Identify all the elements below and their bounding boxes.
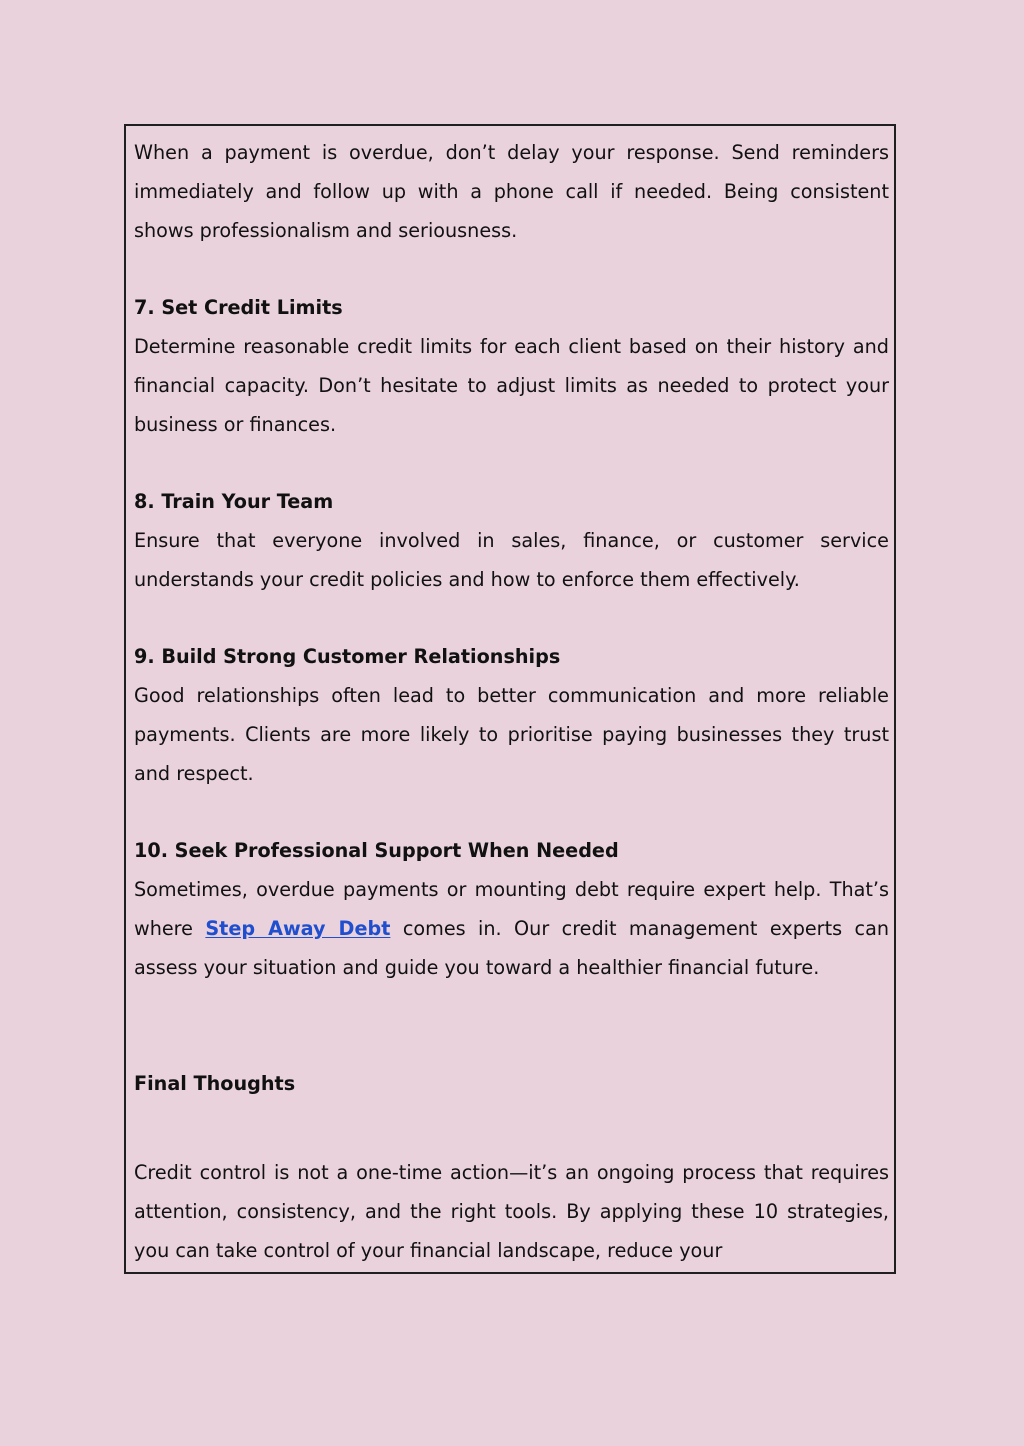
section-spacer (134, 1104, 889, 1154)
support-body-after-link: comes in. Our credit management experts can assess your situation and guide you toward a healthier financial future. (134, 916, 889, 979)
section-spacer (134, 988, 889, 1066)
support-body-before-link: Sometimes, overdue payments or mounting debt require expert help. That’s where (134, 878, 889, 940)
section-body-credit-limits: Determine reasonable credit limits for each client based on their history and financial capacity. Don’t hesitate to adjust limits as needed to protect your business or finances. (134, 334, 889, 436)
section-spacer (134, 444, 889, 483)
section-heading-customer-relationships: 9. Build Strong Customer Relationships (134, 645, 561, 669)
section-heading-credit-limits: 7. Set Credit Limits (134, 296, 343, 320)
final-thoughts-heading: Final Thoughts (134, 1072, 296, 1096)
step-away-debt-link[interactable]: Step Away Debt (205, 916, 391, 940)
section-professional-support (134, 832, 889, 987)
section-train-team (134, 483, 889, 599)
section-final-thoughts (134, 1065, 889, 1270)
section-body-train-team: Ensure that everyone involved in sales, finance, or customer service understands your credit policies and how to enforce them effectively. (134, 528, 889, 591)
section-heading-train-team: 8. Train Your Team (134, 490, 334, 514)
section-spacer (134, 794, 889, 833)
section-customer-relationships (134, 638, 889, 793)
final-thoughts-body: Credit control is not a one-time action—it’s an ongoing process that requires attention, consistency, and the right tools. By applying these 10 strategies, you can take control of your financial landscape, reduce your (134, 1160, 889, 1262)
document-frame (124, 124, 896, 1274)
document-content (134, 134, 889, 1270)
section-heading-professional-support: 10. Seek Professional Support When Needed (134, 839, 619, 863)
intro-paragraph: When a payment is overdue, don’t delay your response. Send reminders immediately and follow up with a phone call if needed. Being consistent shows professionalism and seriousness. (134, 141, 889, 242)
section-spacer (134, 250, 889, 289)
section-body-customer-relationships: Good relationships often lead to better communication and more reliable payments. Clients are more likely to prioritise paying businesses they trust and respect. (134, 684, 889, 785)
section-body-professional-support (134, 871, 889, 987)
section-spacer (134, 600, 889, 639)
section-credit-limits (134, 289, 889, 444)
